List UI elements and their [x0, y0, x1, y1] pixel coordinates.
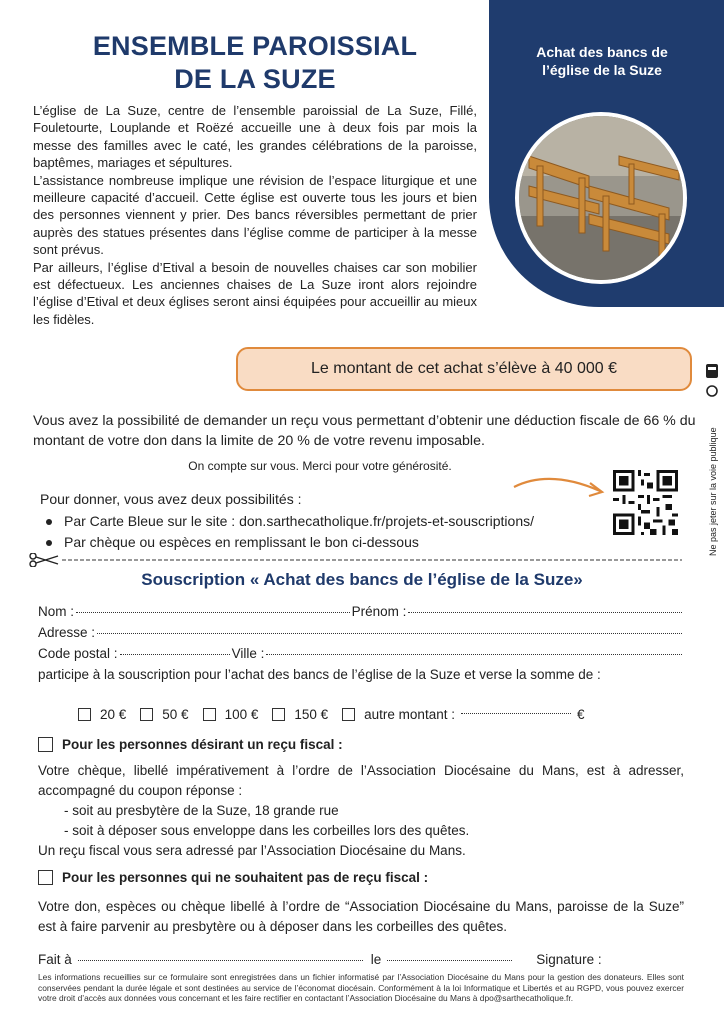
checkbox-icon[interactable]	[203, 708, 216, 721]
nom-field[interactable]	[76, 611, 350, 613]
receipt-text: Votre chèque, libellé impérativement à l’ordre de l’Association Diocésaine du Mans, est à adresser, accompagné du coupon réponse :	[38, 763, 684, 798]
amount-options	[78, 707, 584, 722]
code-postal-label: Code postal :	[38, 646, 118, 661]
panel-title-line-1: Achat des bancs de	[536, 44, 668, 60]
amount-option-20[interactable]	[78, 707, 126, 722]
receipt-option-1: - soit au presbytère de la Suze, 18 grande rue	[64, 803, 339, 818]
page-title	[60, 30, 450, 96]
church-pews-photo	[515, 112, 687, 284]
receipt-option[interactable]	[38, 737, 343, 752]
receipt-instructions	[38, 761, 684, 861]
participation-row	[38, 667, 684, 682]
intro-paragraph-2: L’assistance nombreuse implique une révision de l’espace liturgique et une meilleure capacité d’accueil. Cette église est ouverte tous les jours et bien des personnes viennent y prier. Des bancs réversibles permettant de prier auprès des statues présentes dans l’église comme de participer à la messe sont prévus.	[33, 172, 477, 258]
ville-field[interactable]	[266, 653, 682, 655]
adresse-field[interactable]	[97, 632, 682, 634]
checkbox-icon[interactable]	[78, 708, 91, 721]
address-row	[38, 625, 684, 640]
qr-code-icon[interactable]	[613, 470, 678, 535]
signature-label: Signature :	[536, 952, 602, 967]
amount-label: 100 €	[224, 707, 259, 722]
receipt-note: Un reçu fiscal vous sera adressé par l’Association Diocésaine du Mans.	[38, 843, 466, 858]
prenom-label: Prénom :	[351, 604, 407, 619]
title-line-1: ENSEMBLE PAROISSIAL	[92, 31, 418, 61]
title-line-2: DE LA SUZE	[174, 64, 336, 94]
amount-option-100[interactable]	[203, 707, 259, 722]
nom-label: Nom :	[38, 604, 75, 619]
amount-label: 50 €	[162, 707, 189, 722]
intro-paragraph-1: L’église de La Suze, centre de l’ensemble paroissial de La Suze, Fillé, Fouletourte, Louplande et Roëzé accueille une à deux fois par mois la messe des familles avec le caté, les grandes célébrations de la paroisse, baptêmes, mariages et sépultures.	[33, 103, 477, 171]
name-row	[38, 604, 684, 619]
legal-notice: Les informations recueillies sur ce formulaire sont enregistrées dans un fichier informatisé par l’Association Diocésaine du Mans pour la gestion des donateurs. Elles sont conservées pendant la durée légale et sont destinées au service de l’économat diocésain. Conformément à la loi Informatique et Libertés et au RGPD, vous pouvez exercer votre droit d’accès aux données vous concernant et les faire rectifier en contactant l’Association Diocésaine du Mans à dpo@sarthecatholique.fr.	[38, 972, 684, 1004]
checkbox-icon[interactable]	[272, 708, 285, 721]
side-note-text: Ne pas jeter sur la voie publique	[708, 427, 718, 556]
intro-paragraph-3: Par ailleurs, l’église d’Etival a besoin de nouvelles chaises car son mobilier est défectueux. Les anciennes chaises de La Suze iront alors rejoindre l’église d’Etival et deux églises seront ainsi équipées pour accueillir au mieux les fidèles.	[33, 259, 477, 327]
date-field[interactable]	[387, 959, 512, 961]
panel-title-line-2: l’église de la Suze	[542, 62, 662, 78]
fait-a-field[interactable]	[78, 959, 363, 961]
give-option-2: Par chèque ou espèces en remplissant le bon ci-dessous	[64, 534, 419, 550]
no-receipt-text: Votre don, espèces ou chèque libellé à l’ordre de “Association Diocésaine du Mans, paroisse de la Suze” est à faire parvenir au presbytère ou à déposer dans les corbeilles des quêtes.	[38, 899, 684, 934]
prenom-field[interactable]	[408, 611, 682, 613]
intro-text	[33, 102, 477, 328]
receipt-title: Pour les personnes désirant un reçu fiscal :	[62, 737, 343, 752]
give-option-card	[46, 513, 534, 529]
other-amount-label: autre montant :	[364, 707, 455, 722]
fait-a-label: Fait à	[38, 952, 72, 967]
checkbox-icon[interactable]	[342, 708, 355, 721]
no-receipt-title: Pour les personnes qui ne souhaitent pas de reçu fiscal :	[62, 870, 429, 885]
give-intro: Pour donner, vous avez deux possibilités :	[40, 491, 302, 507]
fiscal-text: Vous avez la possibilité de demander un reçu vous permettant d’obtenir une déduction fiscale de 66 % du montant de votre don dans la limite de 20 % de votre revenu imposable.	[33, 413, 696, 449]
amount-option-150[interactable]	[272, 707, 328, 722]
fiscal-info	[33, 411, 713, 451]
le-label: le	[370, 952, 382, 967]
give-option-1[interactable]: Par Carte Bleue sur le site : don.sarthecatholique.fr/projets-et-souscriptions/	[64, 513, 535, 529]
adresse-label: Adresse :	[38, 625, 96, 640]
amount-label: 150 €	[294, 707, 329, 722]
side-note	[706, 418, 720, 558]
receipt-option-2: - soit à déposer sous enveloppe dans les corbeilles lors des quêtes.	[64, 823, 470, 838]
form-title: Souscription « Achat des bancs de l’église de la Suze»	[141, 570, 583, 589]
checkbox-icon[interactable]	[38, 870, 53, 885]
city-row	[38, 646, 684, 661]
amount-label: 20 €	[100, 707, 127, 722]
euro-sign: €	[576, 707, 585, 722]
arrow-icon	[510, 465, 610, 505]
no-receipt-instructions	[38, 897, 684, 937]
amount-option-other[interactable]	[342, 707, 584, 722]
bullet-icon	[46, 540, 52, 546]
recycle-icon	[703, 362, 721, 402]
other-amount-field[interactable]	[461, 713, 571, 714]
amount-option-50[interactable]	[140, 707, 188, 722]
panel-title	[510, 43, 694, 79]
thanks-text: On compte sur vous. Merci pour votre générosité.	[188, 459, 452, 473]
code-postal-field[interactable]	[120, 653, 230, 655]
scissors-icon	[30, 553, 58, 567]
checkbox-icon[interactable]	[140, 708, 153, 721]
give-option-cheque	[46, 534, 419, 550]
participation-text: participe à la souscription pour l’achat des bancs de l’église de la Suze et verse la somme de :	[38, 667, 601, 682]
no-receipt-option[interactable]	[38, 870, 428, 885]
amount-banner: Le montant de cet achat s’élève à 40 000 €	[236, 347, 692, 391]
ville-label: Ville :	[231, 646, 265, 661]
signature-row	[38, 952, 684, 967]
cut-line	[28, 553, 682, 567]
checkbox-icon[interactable]	[38, 737, 53, 752]
bullet-icon	[46, 519, 52, 525]
